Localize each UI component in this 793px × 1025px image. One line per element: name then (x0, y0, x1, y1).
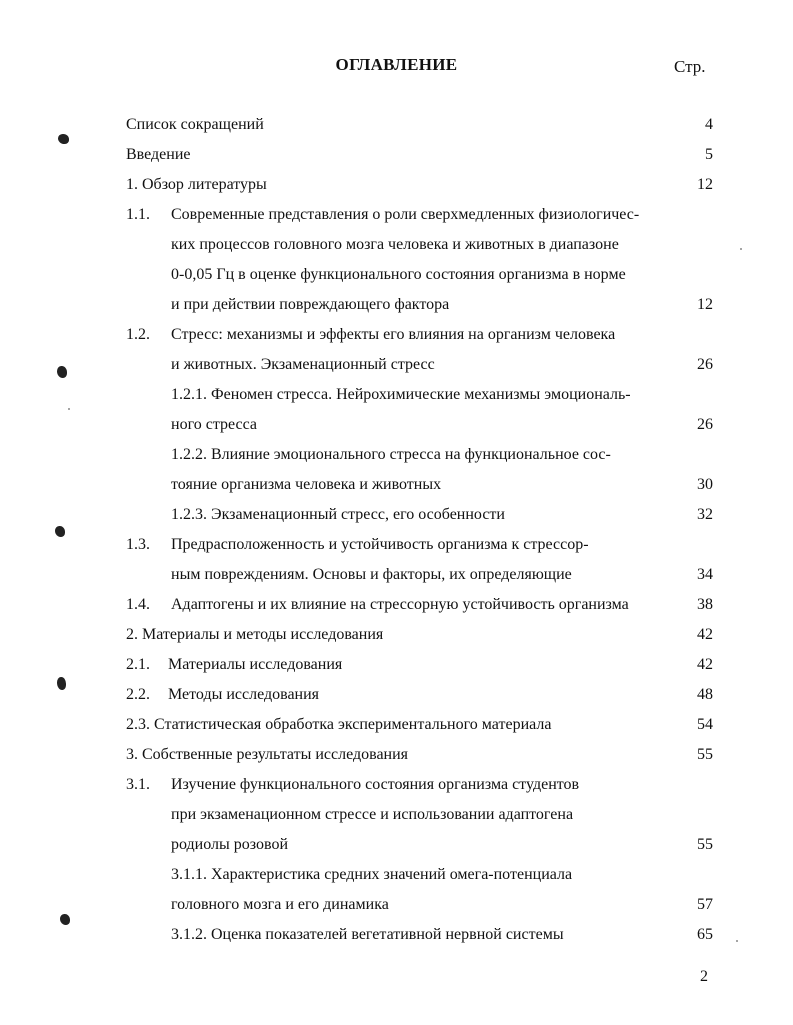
toc-entry-page: 65 (697, 926, 713, 943)
toc-entry-text: при экзаменационном стрессе и использовании адаптогена (171, 806, 574, 823)
page-column-label: Стр. (674, 57, 706, 76)
toc-entry-number: 1.4. (126, 596, 150, 613)
toc-entry-text: ких процессов головного мозга человека и животных в диапазоне (171, 236, 619, 253)
scan-speck (740, 248, 742, 250)
toc-entry-page: 34 (697, 566, 713, 583)
toc-entry-text: Материалы исследования (168, 656, 343, 673)
toc-entry-number: 2.1. (126, 656, 150, 673)
toc-entry-text: 2. Материалы и методы исследования (126, 626, 384, 643)
toc-entry-page: 12 (697, 176, 713, 193)
toc-entry-page: 54 (697, 716, 713, 733)
toc-entry-text: тояние организма человека и животных (171, 476, 442, 493)
toc-entry-text: Адаптогены и их влияние на стрессорную устойчивость организма (171, 596, 629, 613)
toc-entry-page: 26 (697, 416, 713, 433)
scan-mark (58, 134, 69, 144)
toc-entry-page: 42 (697, 626, 713, 643)
scan-mark (55, 526, 65, 537)
toc-entry-text: 1.2.3. Экзаменационный стресс, его особенности (171, 506, 505, 523)
toc-entry-page: 57 (697, 896, 713, 913)
toc-entry-text: 3.1.1. Характеристика средних значений омега-потенциала (171, 866, 573, 883)
toc-entry-text: 2.3. Статистическая обработка экспериментального материала (126, 716, 552, 733)
toc-entry-page: 5 (705, 146, 713, 163)
toc-entry-text: 0-0,05 Гц в оценке функционального состояния организма в норме (171, 266, 626, 283)
scan-mark (57, 366, 67, 378)
page-title: ОГЛАВЛЕНИЕ (335, 55, 458, 74)
toc-entry-text: 3. Собственные результаты исследования (126, 746, 409, 763)
toc-entry-text: Список сокращений (126, 116, 264, 133)
toc-entry-text: 1.2.2. Влияние эмоционального стресса на функциональное сос- (171, 446, 611, 463)
scan-speck (736, 940, 738, 942)
toc-entry-page: 30 (697, 476, 713, 493)
toc-entry-text: и животных. Экзаменационный стресс (171, 356, 435, 373)
toc-entry-page: 55 (697, 746, 713, 763)
toc-entry-page: 55 (697, 836, 713, 853)
toc-entry-text: Введение (126, 146, 191, 163)
page-number: 2 (700, 968, 708, 985)
toc-entry-text: ного стресса (171, 416, 258, 433)
toc-entry-number: 1.3. (126, 536, 150, 553)
scan-speck (68, 408, 70, 410)
toc-entry-text: 1.2.1. Феномен стресса. Нейрохимические механизмы эмоциональ- (171, 386, 631, 403)
toc-entry-page: 12 (697, 296, 713, 313)
toc-entry-text: и при действии повреждающего фактора (171, 296, 450, 313)
toc-entry-text: родиолы розовой (171, 836, 288, 853)
toc-entry-text: ным повреждениям. Основы и факторы, их определяющие (171, 566, 572, 583)
scan-mark (60, 914, 70, 925)
toc-entry-number: 1.2. (126, 326, 150, 343)
toc-entry-number: 2.2. (126, 686, 150, 703)
toc-entry-page: 42 (697, 656, 713, 673)
toc-entry-page: 48 (697, 686, 713, 703)
toc-entry-text: Предрасположенность и устойчивость организма к стрессор- (171, 536, 589, 553)
toc-entry-text: Методы исследования (168, 686, 320, 703)
toc-entry-number: 3.1. (126, 776, 150, 793)
toc-entry-page: 38 (697, 596, 713, 613)
toc-entry-number: 1.1. (126, 206, 150, 223)
toc-entry-text: Современные представления о роли сверхмедленных физиологичес- (171, 206, 640, 223)
toc-entry-text: головного мозга и его динамика (171, 896, 389, 913)
toc-entry-text: 3.1.2. Оценка показателей вегетативной нервной системы (171, 926, 564, 943)
toc-entry-page: 4 (705, 116, 713, 133)
toc-entry-text: Изучение функционального состояния организма студентов (171, 776, 580, 793)
toc-entry-text: 1. Обзор литературы (126, 176, 267, 193)
toc-entry-page: 26 (697, 356, 713, 373)
scan-mark (57, 677, 66, 690)
toc-entry-page: 32 (697, 506, 713, 523)
toc-entry-text: Стресс: механизмы и эффекты его влияния на организм человека (171, 326, 616, 343)
